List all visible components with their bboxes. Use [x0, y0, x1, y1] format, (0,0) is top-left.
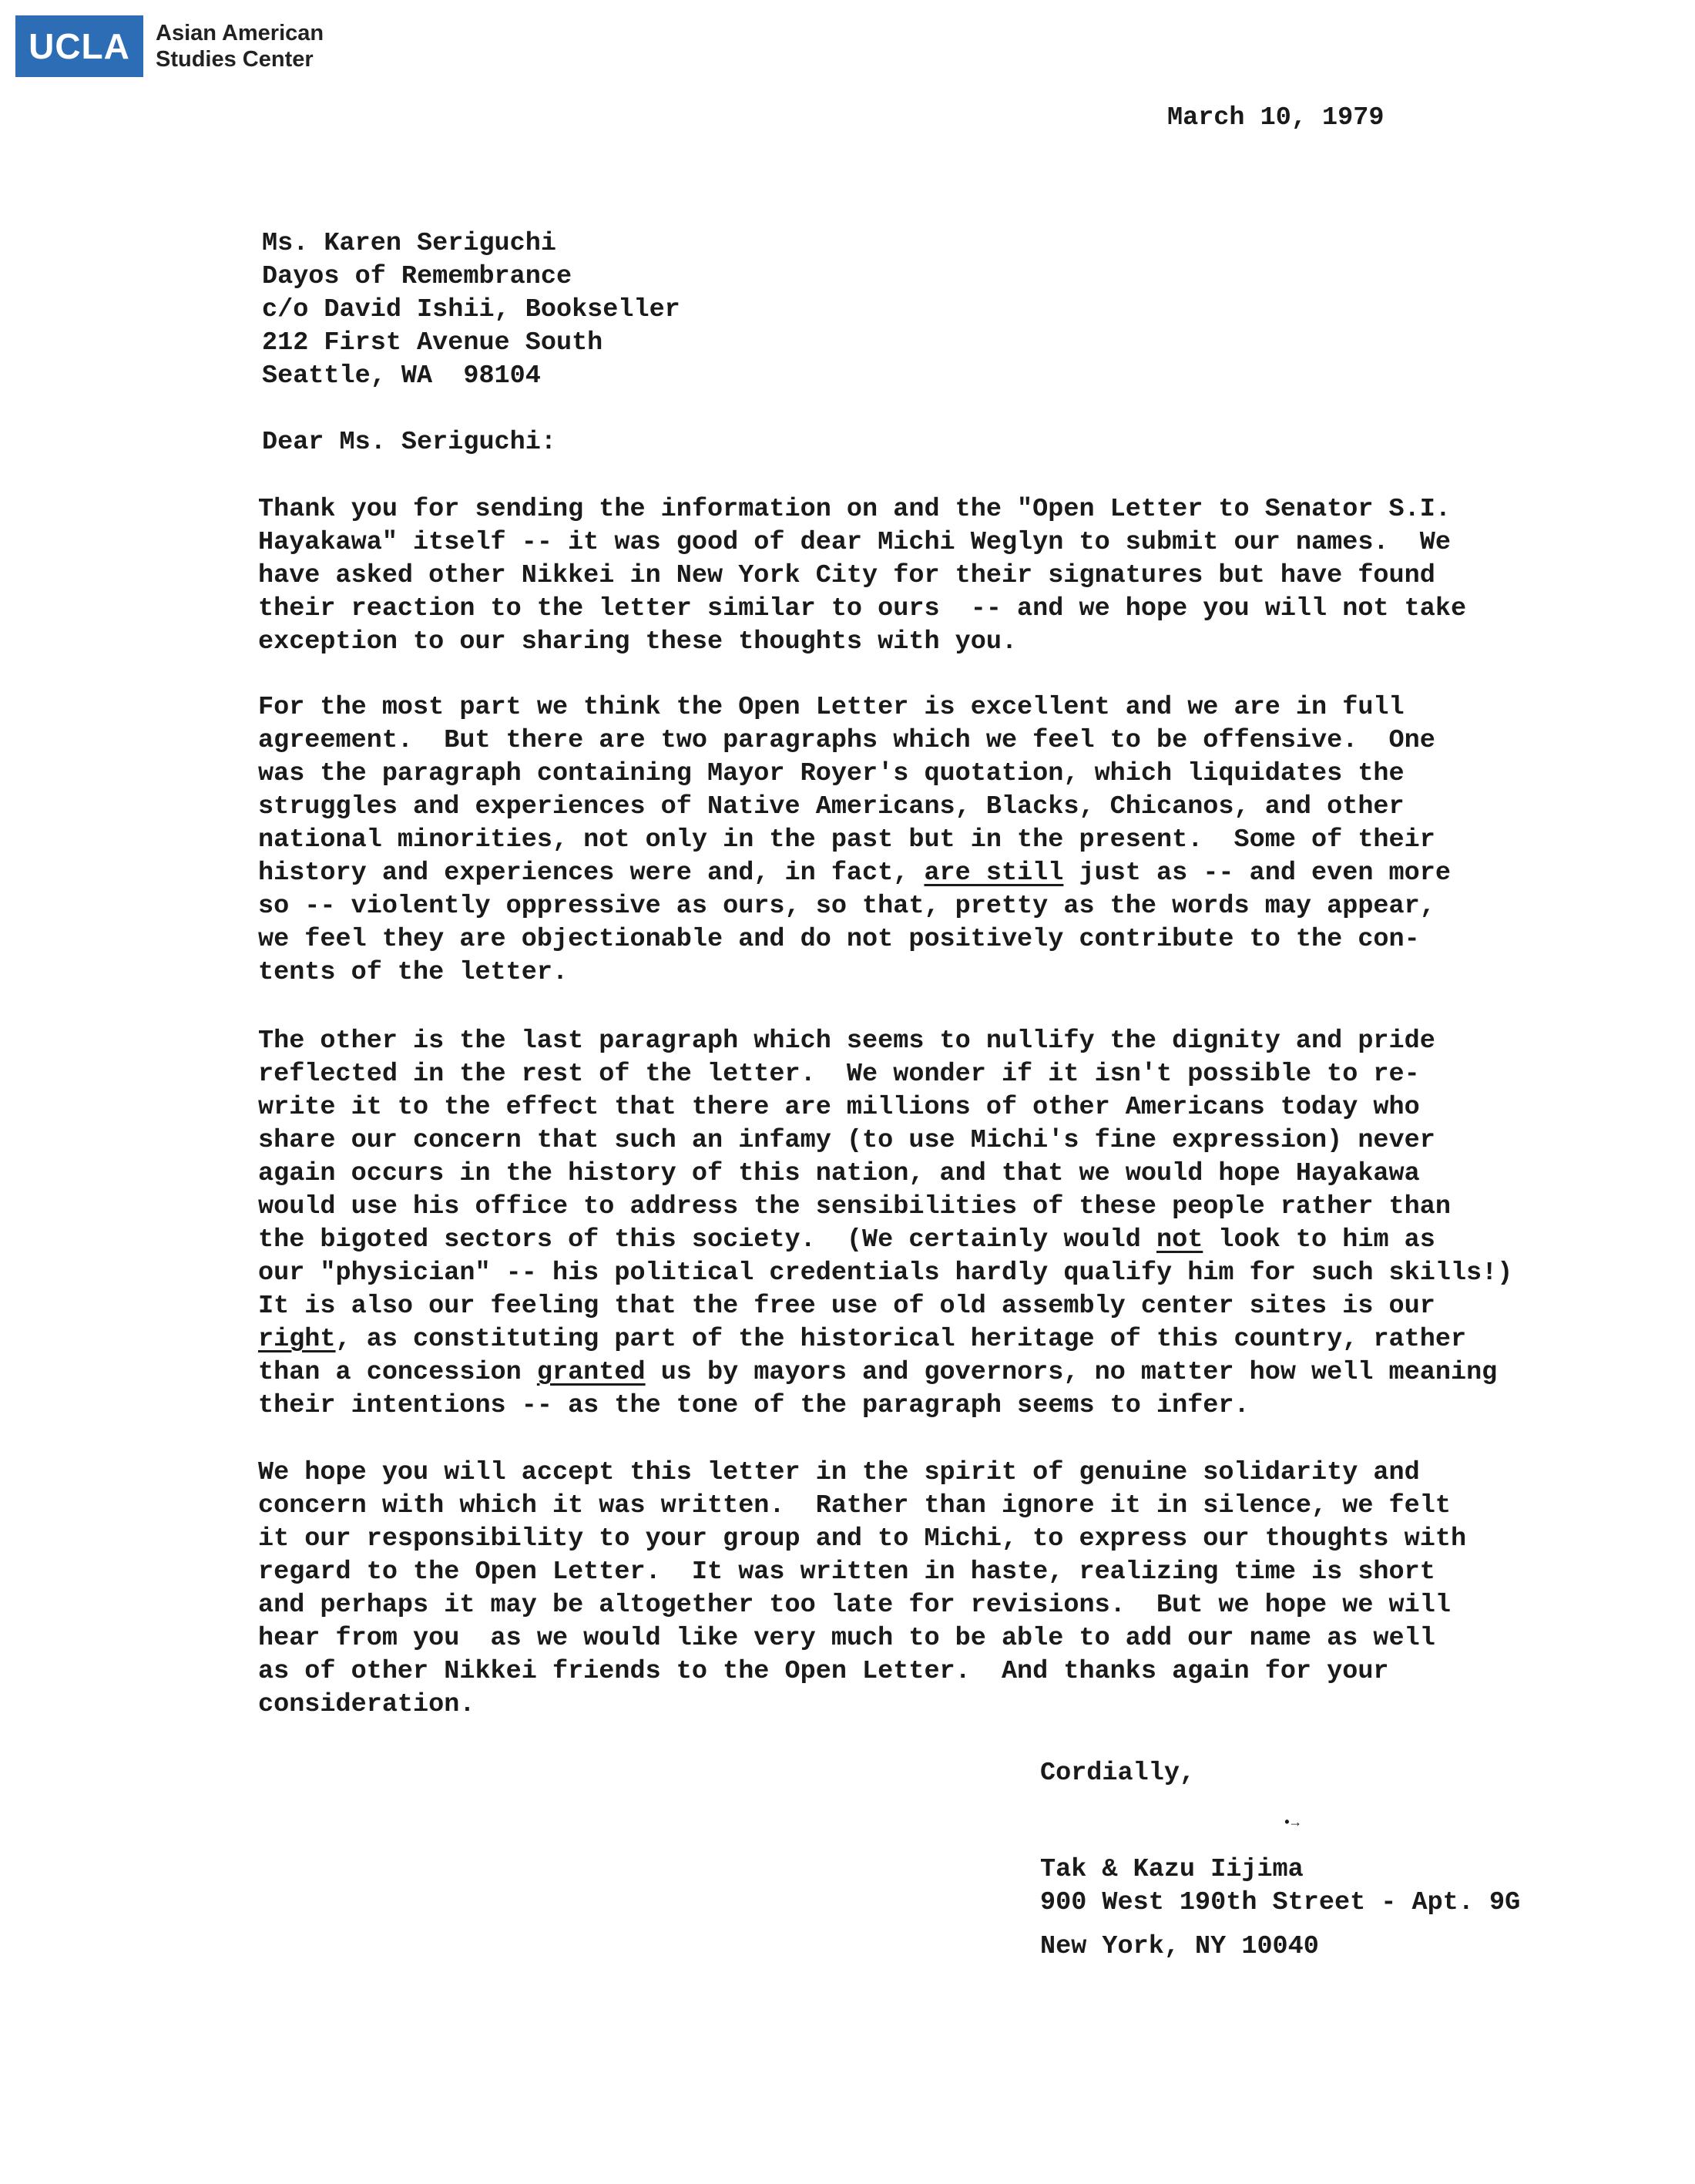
paragraph-line: The other is the last paragraph which seems to nullify the dignity and pride — [258, 1026, 1435, 1056]
paragraph-line: reflected in the rest of the letter. We wonder if it isn't possible to re- — [258, 1060, 1420, 1089]
address-line: 212 First Avenue South — [262, 328, 603, 358]
address-line: Seattle, WA 98104 — [262, 361, 541, 391]
paragraph-2 — [258, 691, 1583, 990]
paragraph-line: again occurs in the history of this nation, and that we would hope Hayakawa — [258, 1159, 1420, 1188]
paragraph-line: exception to our sharing these thoughts with you. — [258, 627, 1018, 657]
paragraph-line: regard to the Open Letter. It was written in haste, realizing time is short — [258, 1557, 1435, 1587]
text-run: just as -- and even more — [1063, 858, 1451, 888]
paragraph-line: tents of the letter. — [258, 958, 569, 987]
paragraph-line: It is also our feeling that the free use of old assembly center sites is our — [258, 1292, 1435, 1321]
paragraph-line: write it to the effect that there are millions of other Americans today who — [258, 1093, 1420, 1122]
underlined-phrase: granted — [536, 1358, 646, 1387]
text-run: look to him as — [1203, 1225, 1435, 1255]
paragraph-line: For the most part we think the Open Letter is excellent and we are in full — [258, 693, 1405, 722]
signer-names: Tak & Kazu Iijima — [1040, 1855, 1304, 1884]
paragraph-line: Thank you for sending the information on and the "Open Letter to Senator S.I. — [258, 495, 1451, 524]
paragraph-line: and perhaps it may be altogether too late for revisions. But we hope we will — [258, 1591, 1451, 1620]
paragraph-line: was the paragraph containing Mayor Royer's quotation, which liquidates the — [258, 759, 1405, 788]
paragraph-line: consideration. — [258, 1690, 475, 1719]
text-run: , as constituting part of the historical heritage of this country, rather — [335, 1325, 1467, 1354]
paragraph-line: share our concern that such an infamy (to use Michi's fine expression) never — [258, 1126, 1435, 1155]
cutoff-text: New York, NY 10040 — [1040, 1932, 1319, 1961]
ucla-wordmark: UCLA — [15, 15, 143, 77]
ucla-logo — [15, 15, 324, 77]
signer-address: 900 West 190th Street - Apt. 9G — [1040, 1888, 1521, 1917]
underlined-phrase: right — [258, 1325, 336, 1354]
paragraph-3 — [258, 1025, 1583, 1423]
paragraph-line — [258, 1323, 1583, 1356]
text-run: the bigoted sectors of this society. (We certainly would — [258, 1225, 1156, 1255]
paragraph-line: so -- violently oppressive as ours, so that, pretty as the words may appear, — [258, 892, 1435, 921]
paragraph-4 — [258, 1457, 1583, 1722]
text-run: us by mayors and governors, no matter how well meaning — [645, 1358, 1498, 1387]
text-run: history and experiences were and, in fact, — [258, 858, 925, 888]
paragraph-line: Hayakawa" itself -- it was good of dear Michi Weglyn to submit our names. We — [258, 528, 1451, 557]
closing — [1040, 1757, 1195, 1790]
paragraph-line: We hope you will accept this letter in the spirit of genuine solidarity and — [258, 1458, 1420, 1487]
paragraph-line: would use his office to address the sensibilities of these people rather than — [258, 1192, 1451, 1221]
paragraph-line: our "physician" -- his political credentials hardly qualify him for such skills!) — [258, 1258, 1513, 1288]
paragraph-line: agreement. But there are two paragraphs which we feel to be offensive. One — [258, 726, 1435, 755]
paragraph-line: struggles and experiences of Native Americans, Blacks, Chicanos, and other — [258, 792, 1405, 822]
center-name — [156, 20, 324, 72]
paragraph-line: hear from you as we would like very much to be able to add our name as well — [258, 1624, 1435, 1653]
address-line: Ms. Karen Seriguchi — [262, 229, 556, 258]
salutation: Dear Ms. Seriguchi: — [262, 428, 556, 457]
paragraph-line: their reaction to the letter similar to ours -- and we hope you will not take — [258, 594, 1467, 623]
paragraph-line: have asked other Nikkei in New York City for their signatures but have found — [258, 561, 1435, 590]
underlined-phrase: are still — [924, 858, 1064, 888]
paragraph-line — [258, 1356, 1583, 1389]
center-name-line-2: Studies Center — [156, 47, 314, 72]
text-run: than a concession — [258, 1358, 537, 1387]
closing-text: Cordially, — [1040, 1759, 1196, 1788]
paragraph-line: it our responsibility to your group and to Michi, to express our thoughts with — [258, 1524, 1467, 1554]
paragraph-line: as of other Nikkei friends to the Open Letter. And thanks again for your — [258, 1657, 1389, 1686]
cutoff-address-line — [1040, 1932, 1341, 1963]
paragraph-line: national minorities, not only in the past but in the present. Some of their — [258, 825, 1435, 855]
letter-date: March 10, 1979 — [1167, 103, 1385, 133]
ink-mark-icon: •→ — [1283, 1816, 1300, 1831]
address-line: Dayos of Remembrance — [262, 262, 572, 291]
paragraph-line: their intentions -- as the tone of the paragraph seems to infer. — [258, 1391, 1250, 1420]
underlined-phrase: not — [1156, 1225, 1203, 1255]
paragraph-1 — [258, 493, 1583, 659]
recipient-address — [262, 227, 680, 393]
address-line: c/o David Ishii, Bookseller — [262, 295, 680, 324]
paragraph-line: concern with which it was written. Rather than ignore it in silence, we felt — [258, 1491, 1451, 1520]
signature-block — [1040, 1853, 1520, 1920]
paragraph-line — [258, 1224, 1583, 1257]
paragraph-line — [258, 857, 1583, 890]
center-name-line-1: Asian American — [156, 21, 324, 45]
paragraph-line: we feel they are objectionable and do not positively contribute to the con- — [258, 925, 1420, 954]
